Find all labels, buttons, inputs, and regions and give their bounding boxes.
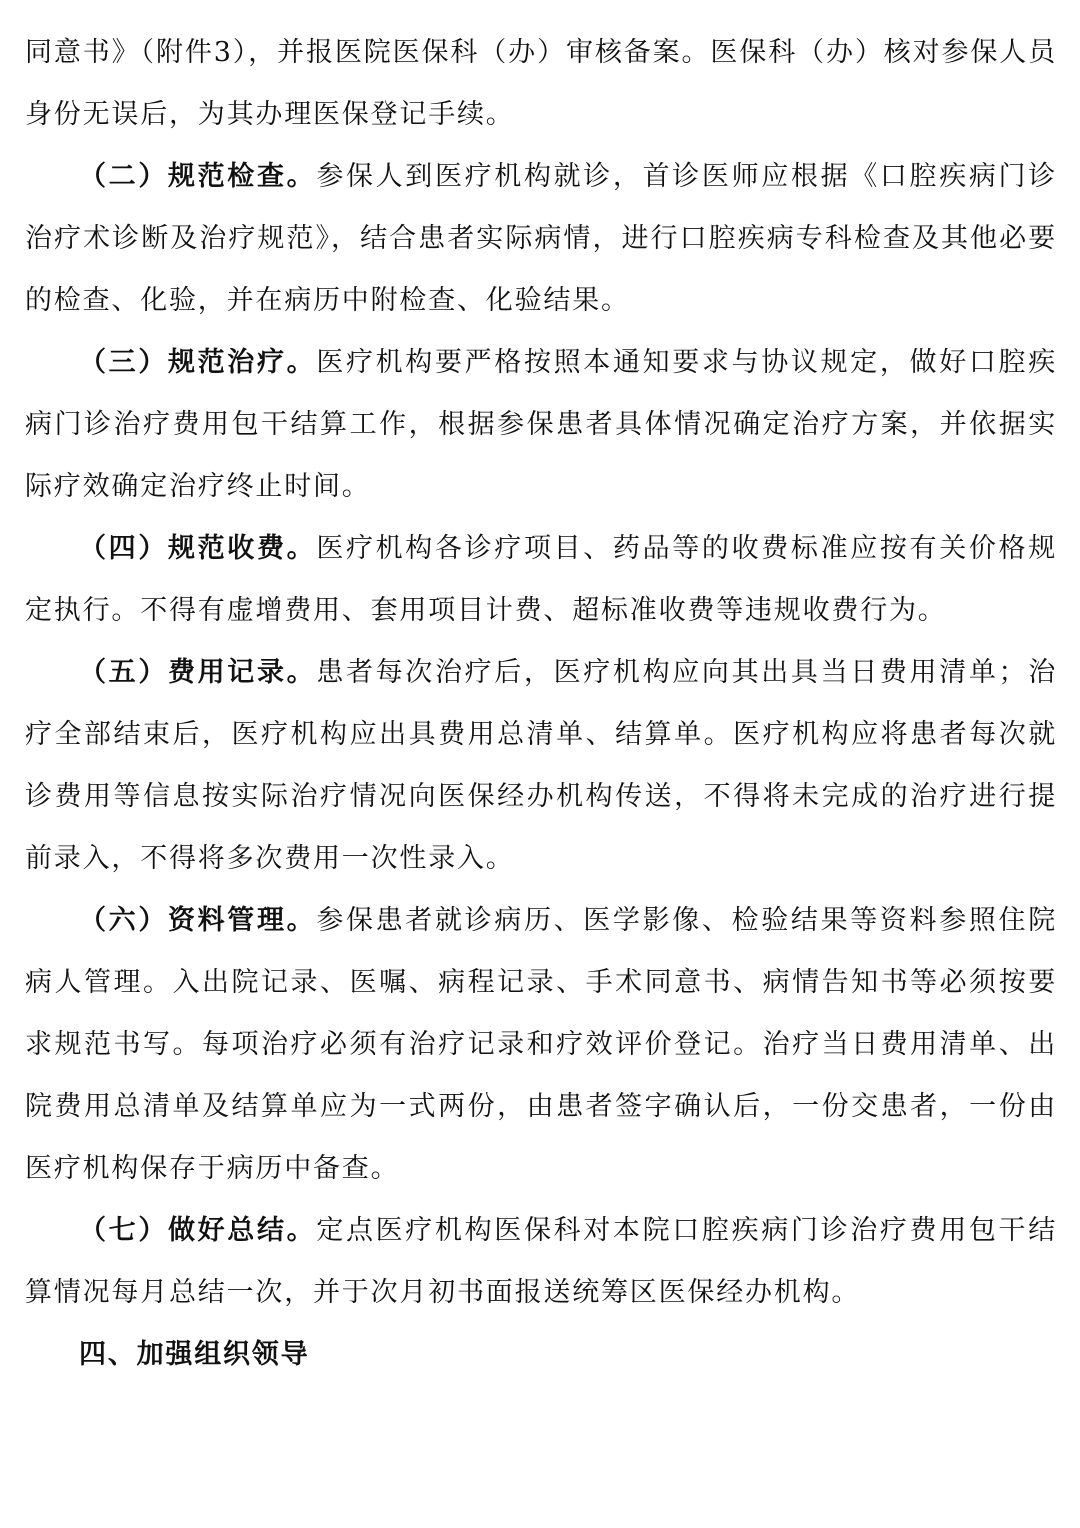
paragraph-body: 同意书》（附件3），并报医院医保科（办）审核备案。医保科（办）核对参保人员身份无误后，为其办理医保登记手续。 (25, 37, 1057, 130)
paragraph-heading: （六）资料管理。 (79, 905, 317, 936)
paragraph-summary (25, 1200, 1057, 1324)
paragraph-consent-registration (25, 22, 1057, 146)
paragraph-expense-records (25, 642, 1057, 890)
paragraph-records-management (25, 890, 1057, 1200)
document-page (25, 22, 1057, 1386)
paragraph-heading: （七）做好总结。 (79, 1215, 317, 1246)
paragraph-body: 参保人到医疗机构就诊，首诊医师应根据《口腔疾病门诊治疗术诊断及治疗规范》，结合患者实际病情，进行口腔疾病专科检查及其他必要的检查、化验，并在病历中附检查、化验结果。 (25, 161, 1058, 316)
paragraph-body: 定点医疗机构医保科对本院口腔疾病门诊治疗费用包干结算情况每月总结一次，并于次月初书面报送统筹区医保经办机构。 (25, 1215, 1058, 1308)
paragraph-heading: （四）规范收费。 (79, 533, 317, 564)
paragraph-body: 医疗机构各诊疗项目、药品等的收费标准应按有关价格规定执行。不得有虚增费用、套用项目计费、超标准收费等违规收费行为。 (25, 533, 1058, 626)
paragraph-standardized-treatment (25, 332, 1057, 518)
paragraph-body: 医疗机构要严格按照本通知要求与协议规定，做好口腔疾病门诊治疗费用包干结算工作，根据参保患者具体情况确定治疗方案，并依据实际疗效确定治疗终止时间。 (25, 347, 1058, 502)
paragraph-body: 患者每次治疗后，医疗机构应向其出具当日费用清单；治疗全部结束后，医疗机构应出具费用总清单、结算单。医疗机构应将患者每次就诊费用等信息按实际治疗情况向医保经办机构传送，不得将未完成的治疗进行提前录入，不得将多次费用一次性录入。 (25, 657, 1058, 874)
paragraph-heading: （五）费用记录。 (79, 657, 317, 688)
paragraph-heading: （三）规范治疗。 (79, 347, 317, 378)
paragraph-standardized-examination (25, 146, 1057, 332)
section-heading: 四、加强组织领导 (79, 1339, 310, 1370)
paragraph-body: 参保患者就诊病历、医学影像、检验结果等资料参照住院病人管理。入出院记录、医嘱、病程记录、手术同意书、病情告知书等必须按要求规范书写。每项治疗必须有治疗记录和疗效评价登记。治疗当日费用清单、出院费用总清单及结算单应为一式两份，由患者签字确认后，一份交患者，一份由医疗机构保存于病历中备查。 (25, 905, 1058, 1184)
paragraph-standardized-charges (25, 518, 1057, 642)
paragraph-heading: （二）规范检查。 (79, 161, 317, 192)
